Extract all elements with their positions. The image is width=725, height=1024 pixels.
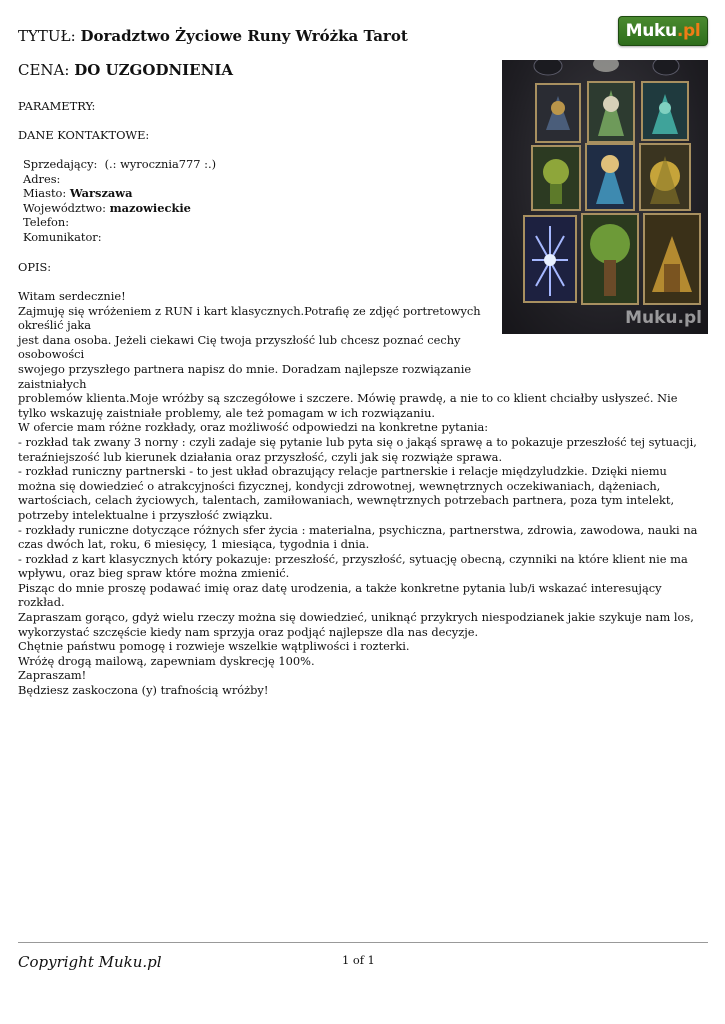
description-paragraph: - rozkład runiczny partnerski - to jest układ obrazujący relacje partnerskie i relacje międzyludzkie. Dzięki niemu można się dowiedzieć o atrakcyjności fizycznej, kondycji zdrowotnej, wewnętrznych oczekiwaniach, dążeniach, wartościach, celach życiowych, talentach, zamiłowaniach, wewnętrznych potrzebach partnera, poza tym intelekt, potrzeby intelektualne i przyszłość związku. [18,464,675,522]
description-paragraph: Chętnie państwu pomogę i rozwieje wszelkie wątpliwości i rozterki. [18,639,410,654]
price-label: CENA: [18,61,70,79]
description-paragraph: Zapraszam! [18,668,87,683]
description-line: Zajmuję się wróżeniem z RUN i kart klasycznych.Potrafię ze zdjęć portretowych określić jaka [18,303,481,333]
phone-label: Telefon: [23,215,70,230]
city-row [23,186,216,201]
page-number: 1 of 1 [342,953,375,967]
title-value: Doradztwo Życiowe Runy Wróżka Tarot [80,27,408,45]
muku-logo[interactable] [618,16,708,46]
description-body [18,289,708,698]
description-paragraph: - rozkłady runiczne dotyczące różnych sfer życia : materialna, psychiczna, partnerstwa, zdrowia, zawodowa, nauki na czas dwóch lat, roku, 6 miesięcy, 1 miesiąca, tygodnia i dnia. [18,522,698,552]
contact-label: DANE KONTAKTOWE: [18,128,150,142]
listing-price [18,61,233,79]
address-label: Adres: [23,171,61,186]
listing-title [18,27,408,45]
photo-watermark: Muku.pl [625,308,702,328]
parameters-label: PARAMETRY: [18,99,96,113]
description-paragraph: Zapraszam gorąco, gdyż wielu rzeczy można się dowiedzieć, uniknąć przykrych niespodzianek jakie szykuje nam los, wykorzystać szczęście kiedy nam sprzyja oraz podjąć najlepsze dla nas decyzje. [18,610,694,639]
price-value: DO UZGODNIENIA [74,61,233,79]
description-paragraph: problemów klienta.Moje wróżby są szczegółowe i szczere. Mówię prawdę, a nie to co klient chciałby usłyszeć. Nie tylko wskazuję zaistniałe problemy, ale też pomagam w ich rozwiązaniu. [18,391,678,420]
region-row [23,201,216,216]
region-value: mazowieckie [109,200,191,215]
phone-row [23,215,216,230]
description-greeting: Witam serdecznie! [18,289,126,303]
footer-copyright: Copyright Muku.pl [18,953,162,971]
description-paragraph: - rozkład z kart klasycznych który pokazuje: przeszłość, przyszłość, sytuację obecną, czynniki na które klient nie ma wpływu, oraz bieg spraw które można zmienić. [18,551,688,581]
messenger-row [23,230,216,245]
description-paragraph: Będziesz zaskoczona (y) trafnością wróżby! [18,683,269,698]
city-value: Warszawa [69,186,133,201]
footer-divider [18,942,708,943]
logo-domain: .pl [676,21,701,41]
city-label: Miasto: [23,186,67,201]
description-label: OPIS: [18,260,52,274]
seller-row [23,157,216,172]
title-label: TYTUŁ: [18,27,76,45]
description-paragraph: W ofercie mam różne rozkłady, oraz możliwość odpowiedzi na konkretne pytania: [18,420,489,435]
seller-label: Sprzedający: [23,157,98,171]
description-paragraph: - rozkład tak zwany 3 norny : czyli zadaje się pytanie lub pyta się o jakąś sprawę a to pokazuje przeszłość tej sytuacji, teraźniejszość lub kierunek działania oraz przyszłość, czyli jak się rozwiąże sprawa. [18,434,697,464]
description-line: swojego przyszłego partnera napisz do mnie. Doradzam najlepsze rozwiązanie zaistniałych [18,361,472,391]
seller-value: (.: wyrocznia777 :.) [104,157,217,171]
messenger-label: Komunikator: [23,229,102,244]
document-page [18,0,708,1024]
contact-details [23,157,216,245]
region-label: Województwo: [23,200,106,215]
description-intro [18,304,488,392]
logo-text: Muku [625,21,677,41]
address-row [23,172,216,187]
description-line: jest dana osoba. Jeżeli ciekawi Cię twoja przyszłość lub chcesz poznać cechy osobowości [18,332,461,362]
description-paragraph: Wróżę drogą mailową, zapewniam dyskrecję 100%. [18,653,315,668]
description-paragraph: Pisząc do mnie proszę podawać imię oraz datę urodzenia, a także konkretne pytania lub/i wskazać interesujący rozkład. [18,580,662,610]
